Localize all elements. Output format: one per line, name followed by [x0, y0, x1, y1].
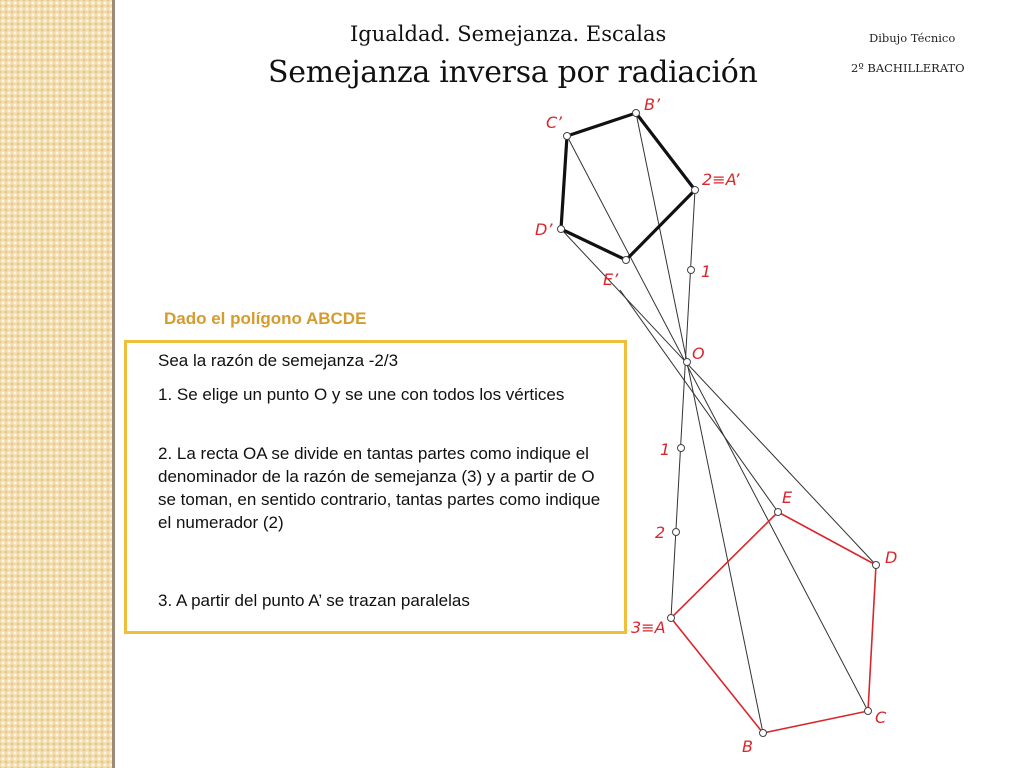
original-polygon-abcde — [671, 512, 876, 733]
course-level: 2º BACHILLERATO — [851, 61, 965, 75]
point-c-prime — [564, 133, 571, 140]
label-o: O — [692, 344, 705, 363]
similar-polygon-result — [561, 113, 695, 260]
label-c-prime: C’ — [546, 113, 562, 132]
construction-rays — [561, 113, 876, 733]
point-div-1 — [678, 445, 685, 452]
label-d: D — [885, 548, 898, 567]
slide-subtitle: Igualdad. Semejanza. Escalas — [350, 22, 667, 46]
slide-title: Semejanza inversa por radiación — [268, 55, 758, 90]
label-div-2: 2 — [655, 523, 666, 542]
point-e — [775, 509, 782, 516]
ray-a — [671, 190, 695, 618]
point-b — [760, 730, 767, 737]
label-b-prime: B’ — [644, 95, 661, 114]
construction-points — [558, 110, 880, 737]
ray-e — [620, 290, 778, 512]
ray-c — [567, 136, 868, 711]
point-div-2 — [673, 529, 680, 536]
given-polygon-text: Dado el polígono ABCDE — [164, 309, 367, 328]
point-a — [668, 615, 675, 622]
label-a: 3≡A — [631, 618, 666, 637]
point-o — [684, 359, 691, 366]
label-b: B — [742, 737, 753, 756]
ratio-text: Sea la razón de semejanza -2/3 — [158, 351, 399, 370]
step-2-text: 2. La recta OA se divide en tantas partes como indique el denominador de la razón de semejanza (3) y a partir de O se toman, en sentido contrario, tantas partes como indique el numerador (2) — [158, 444, 601, 532]
point-e-prime — [623, 257, 630, 264]
label-a-prime: 2≡A’ — [702, 170, 740, 189]
point-div-1-prime — [688, 267, 695, 274]
label-div-1-prime: 1 — [701, 262, 712, 281]
step-1-text: 1. Se elige un punto O y se une con todos los vértices — [158, 385, 565, 404]
point-d — [873, 562, 880, 569]
label-div-1: 1 — [660, 440, 671, 459]
ray-b — [636, 113, 763, 733]
point-c — [865, 708, 872, 715]
course-subject: Dibujo Técnico — [869, 31, 956, 45]
point-d-prime — [558, 226, 565, 233]
step-3-text: 3. A partir del punto A’ se trazan paralelas — [158, 591, 470, 610]
point-a-prime — [692, 187, 699, 194]
label-e-prime: E’ — [603, 270, 619, 289]
label-e: E — [782, 488, 793, 507]
label-d-prime: D’ — [535, 220, 553, 239]
point-b-prime — [633, 110, 640, 117]
label-c: C — [875, 708, 887, 727]
